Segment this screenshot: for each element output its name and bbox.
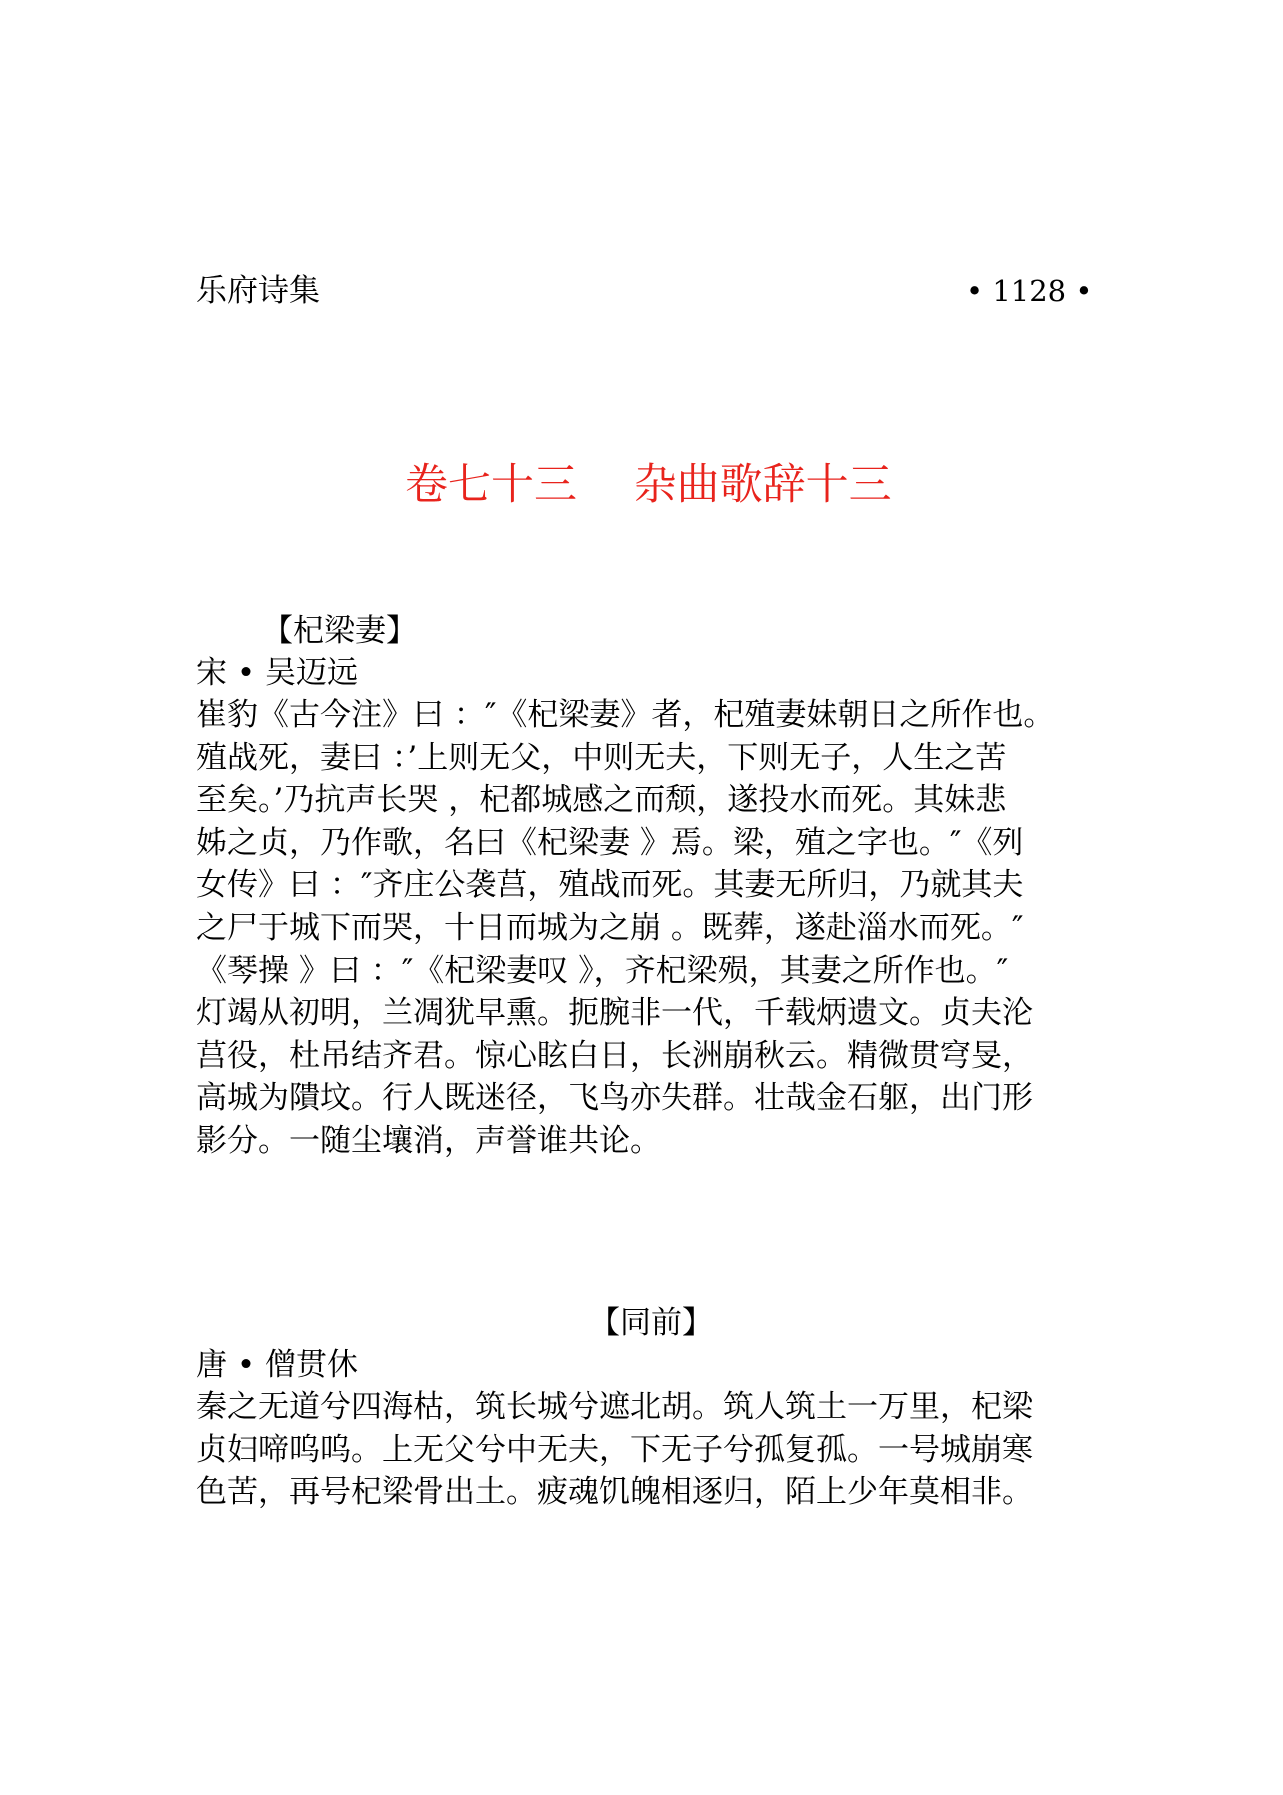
- poem-body: [196, 1386, 1096, 1514]
- text-line: 莒役，杜吊结齐君。惊心眩白日，长洲崩秋云。精微贯穹旻，: [196, 1037, 1033, 1074]
- poem-section: [196, 1302, 1096, 1514]
- text-line: 之尸于城下而哭，十日而城为之崩 。既葬，遂赴淄水而死。″: [196, 909, 1024, 946]
- text-line: 殖战死，妻曰 ：’上则无父，中则无夫，下则无子，人生之苦: [196, 739, 1007, 776]
- poem-author: 唐 • 僧贯休: [196, 1347, 358, 1383]
- poem-body: [196, 694, 1096, 1163]
- text-line: 高城为隤坟。行人既迷径，飞鸟亦失群。壮哉金石躯，出门形: [196, 1080, 1033, 1117]
- text-line: 女传》曰 ：″齐庄公袭莒，殖战而死。其妻无所归，乃就其夫: [196, 867, 1024, 904]
- page-number: • 1128 •: [966, 274, 1093, 308]
- text-line: 贞妇啼呜呜。上无父兮中无夫，下无子兮孤复孤。一号城崩寒: [196, 1431, 1033, 1468]
- text-line: 灯竭从初明，兰凋犹早熏。扼腕非一代，千载炳遗文。贞夫沦: [196, 995, 1033, 1032]
- book-title: 乐府诗集: [196, 273, 320, 309]
- poem-title: 【杞梁妻】: [262, 613, 417, 649]
- text-line: 姊之贞，乃作歌，名曰《杞梁妻 》焉。梁，殖之字也。″《列: [196, 824, 1024, 861]
- poem-author: 宋 • 吴迈远: [196, 655, 358, 691]
- text-line: 影分。一随尘壤消，声誉谁共论。: [196, 1122, 661, 1159]
- text-line: 崔豹《古今注》曰 ：″《杞梁妻》者，杞殖妻妹朝日之所作也。: [196, 697, 1055, 733]
- text-line: 秦之无道兮四海枯，筑长城兮遮北胡。筑人筑土一万里，杞梁: [196, 1389, 1033, 1425]
- text-line: 色苦，再号杞梁骨出土。疲魂饥魄相逐归，陌上少年莫相非。: [196, 1474, 1033, 1511]
- chapter-title: 卷七十三 杂曲歌辞十三: [405, 460, 892, 510]
- poem-title: 【同前】: [589, 1305, 713, 1341]
- text-line: 《琴操 》曰 ：″《杞梁妻叹 》，齐杞梁殒，其妻之所作也。″: [196, 952, 1009, 989]
- text-line: 至矣。’乃抗声长哭 ，杞都城感之而颓，遂投水而死。其妹悲: [196, 782, 1007, 819]
- poem-section: [196, 610, 1096, 1163]
